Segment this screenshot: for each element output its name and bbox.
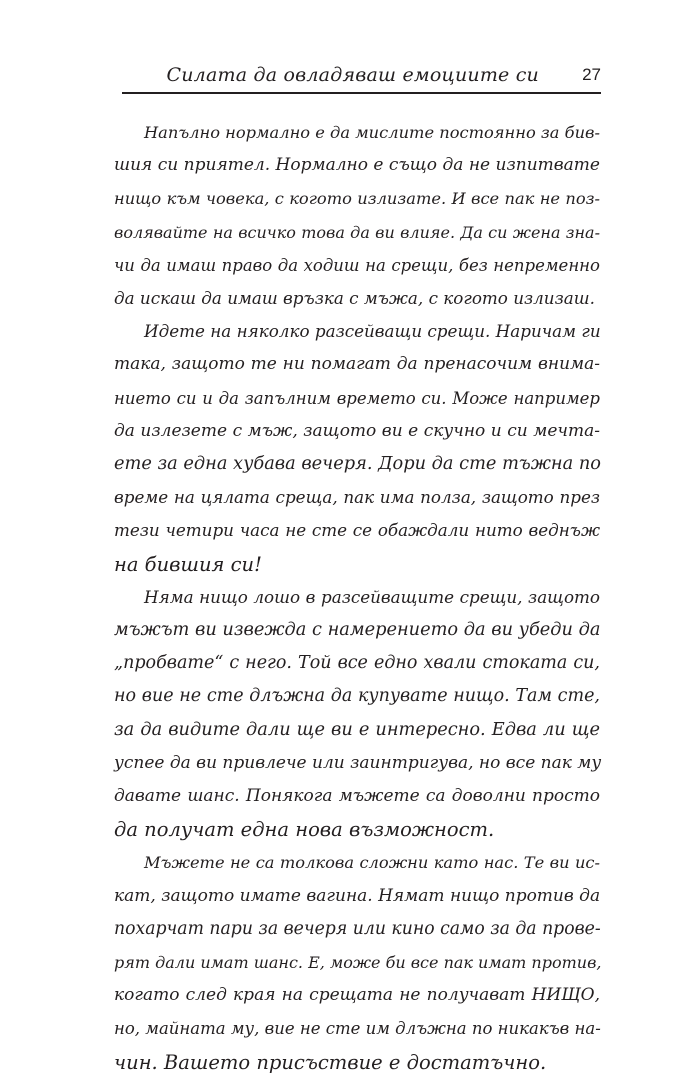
text-line: шия си приятел. Нормално е също да не изпитвате <box>114 155 600 176</box>
body-text <box>114 116 600 1079</box>
text-line: Идете на няколко разсейващи срещи. Наричам ги <box>144 321 601 342</box>
text-line: но вие не сте длъжна да купувате нищо. Там сте, <box>114 686 600 707</box>
text-line: на бившия си! <box>114 552 262 576</box>
text-line: чи да имаш право да ходиш на срещи, без непременно <box>114 255 600 275</box>
text-line: да получат една нова възможност. <box>114 818 495 842</box>
text-line: чин. Вашето присъствие е достатъчно. <box>114 1050 547 1074</box>
text-line: Няма нищо лошо в разсейващите срещи, защото <box>144 586 600 607</box>
text-line: за да видите дали ще ви е интересно. Едва ли ще <box>114 719 600 740</box>
page-number: 27 <box>582 65 601 84</box>
text-line: волявайте на всичко това да ви влияе. Да си жена зна- <box>114 222 600 242</box>
text-line: кат, защото имате вагина. Нямат нищо против да <box>114 885 601 906</box>
text-line: време на цялата среща, пак има полза, защото през <box>114 487 600 508</box>
text-line: рят дали имат шанс. Е, може би все пак имат против, <box>114 953 602 973</box>
text-line: Мъжете не са толкова сложни като нас. Те ви ис- <box>144 853 600 873</box>
text-line: мъжът ви извежда с намерението да ви убеди да <box>114 620 601 641</box>
text-line: нието си и да запълним времето си. Може например <box>114 388 600 408</box>
text-line: нищо към човека, с когото излизате. И все пак не поз- <box>114 189 600 209</box>
running-title: Силата да овладяваш емоциите си <box>166 64 539 86</box>
text-line: ете за една хубава вечеря. Дори да сте тъжна по <box>114 454 601 475</box>
text-line: Напълно нормално е да мислите постоянно за бив- <box>144 123 600 142</box>
text-line: да излезете с мъж, защото ви е скучно и си мечта- <box>114 420 600 441</box>
text-line: тези четири часа не сте се обаждали нито веднъж <box>114 520 600 541</box>
text-line: давате шанс. Понякога мъжете са доволни просто <box>114 786 600 807</box>
text-line: похарчат пари за вечеря или кино само за да прове- <box>114 918 601 939</box>
text-line: когато след края на срещата не получават НИЩО, <box>114 985 600 1006</box>
text-line: успее да ви привлече или заинтригува, но все пак му <box>114 752 602 773</box>
header-rule <box>122 92 601 94</box>
running-head <box>122 60 601 94</box>
text-line: така, защото те ни помагат да пренасочим внима- <box>114 354 600 375</box>
text-line: „пробвате“ с него. Той все едно хвали стоката си, <box>114 653 600 674</box>
text-line: да искаш да имаш връзка с мъжа, с когото излизаш. <box>114 288 595 309</box>
text-line: но, майната му, вие не сте им длъжна по никакъв на- <box>114 1019 601 1039</box>
